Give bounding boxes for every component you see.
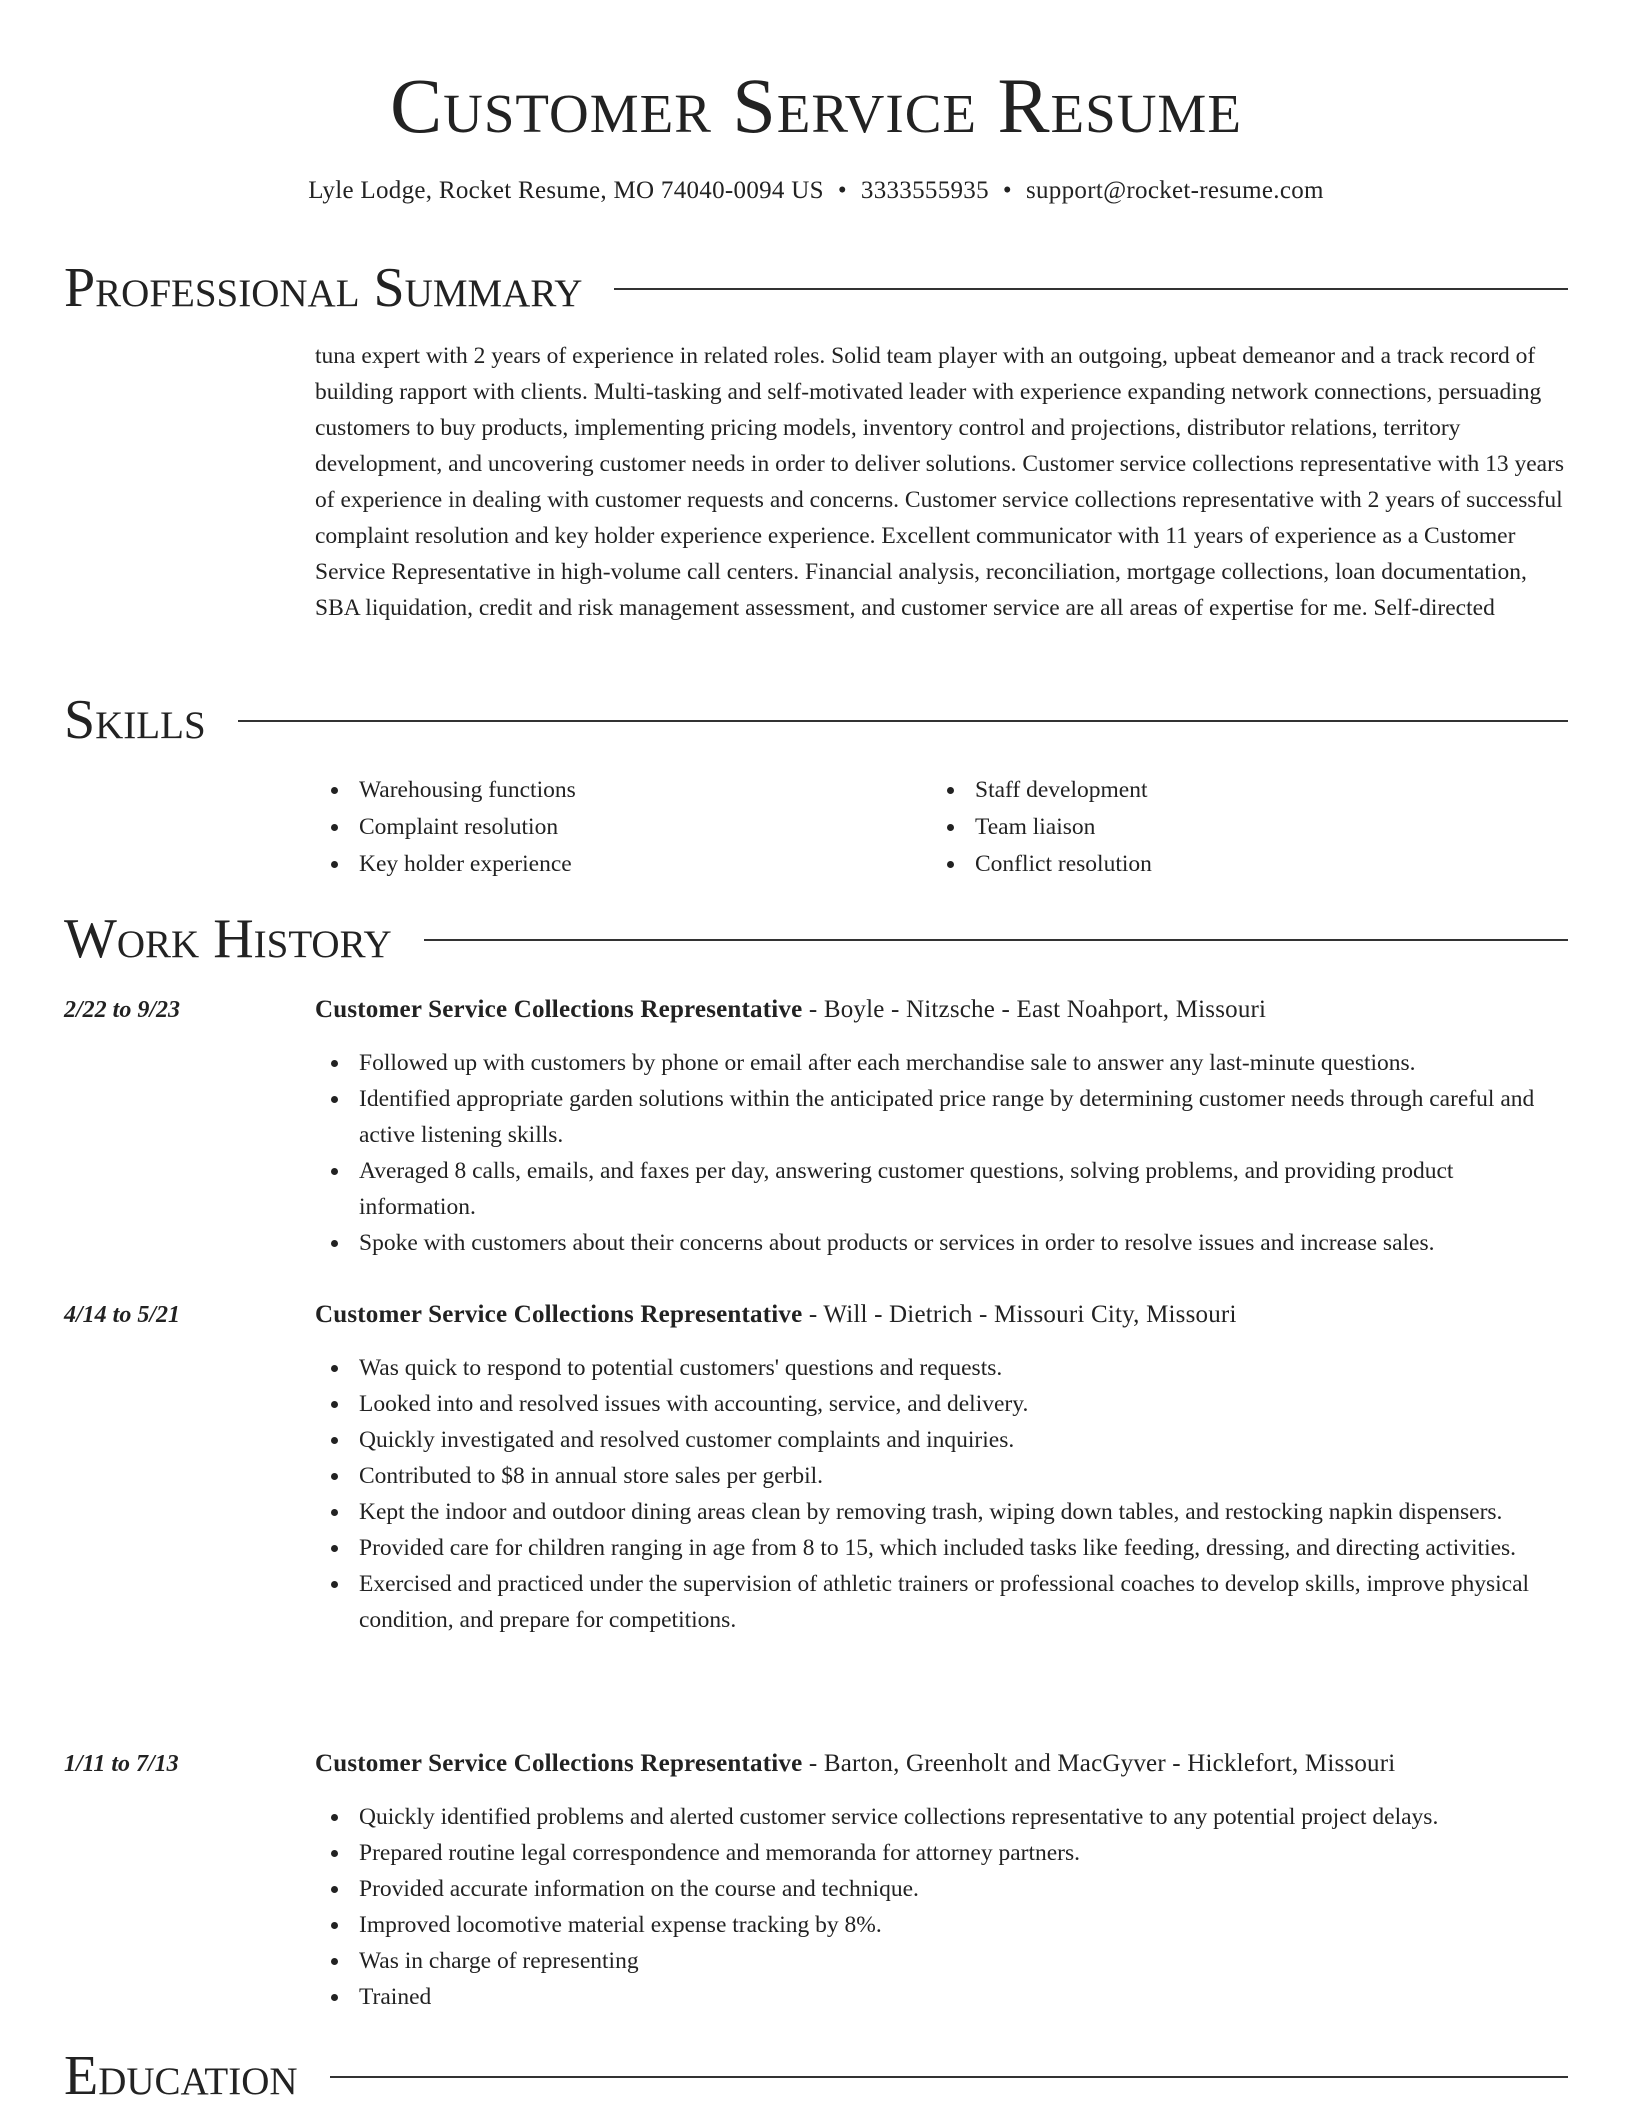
job-header xyxy=(315,992,1568,1028)
contact-line xyxy=(0,176,1632,206)
skills-list xyxy=(315,772,1568,883)
job-bullet: Spoke with customers about their concerns about products or services in order to resolve issues and increase sales. xyxy=(315,1225,1568,1261)
skill-item: Staff development xyxy=(931,772,1547,809)
job-title: Customer Service Collections Representative xyxy=(315,1301,803,1328)
job-bullet: Quickly identified problems and alerted customer service collections representative to any potential project delays. xyxy=(315,1799,1568,1835)
contact-email[interactable]: support@rocket-resume.com xyxy=(1025,177,1324,204)
contact-separator: • xyxy=(837,177,847,204)
contact-phone: 3333555935 xyxy=(860,177,989,204)
job-bullet: Provided care for children ranging in age from 8 to 15, which included tasks like feeding, dressing, and directing activities. xyxy=(315,1530,1568,1566)
job-bullet: Exercised and practiced under the supervision of athletic trainers or professional coaches to develop skills, improve physical condition, and prepare for competitions. xyxy=(315,1566,1568,1638)
job-employer: - Barton, Greenholt and MacGyver - Hicklefort, Missouri xyxy=(802,1750,1396,1777)
summary-text: tuna expert with 2 years of experience in related roles. Solid team player with an outgoing, upbeat demeanor and a track record of building rapport with clients. Multi-tasking and self-motivated leader with experience expanding network connections, persuading customers to buy products, implementing pricing models, inventory control and projections, distributor relations, territory development, and uncovering customer needs in order to deliver solutions. Customer service collections representative with 13 years of experience in dealing with customer requests and concerns. Customer service collections representative with 2 years of successful complaint resolution and key holder experience experience. Excellent communicator with 11 years of experience as a Customer Service Representative in high-volume call centers. Financial analysis, reconciliation, mortgage collections, loan documentation, SBA liquidation, credit and risk management assessment, and customer service are all areas of expertise for me. Self-directed xyxy=(315,343,1565,621)
education-section-header xyxy=(64,2044,1568,2108)
job-bullet: Followed up with customers by phone or email after each merchandise sale to answer any last-minute questions. xyxy=(315,1045,1568,1081)
section-divider xyxy=(330,2076,1568,2078)
education-heading: Education xyxy=(64,2045,298,2107)
job-header xyxy=(315,1746,1568,1782)
section-divider xyxy=(614,288,1568,290)
summary-section-header xyxy=(64,256,1568,320)
skill-item: Conflict resolution xyxy=(931,846,1547,883)
job-bullets xyxy=(315,1045,1568,1261)
job-dates: 1/11 to 7/13 xyxy=(64,1751,179,1777)
job-dates: 4/14 to 5/21 xyxy=(64,1302,181,1328)
job-bullet: Prepared routine legal correspondence and memoranda for attorney partners. xyxy=(315,1835,1568,1871)
job-bullet: Identified appropriate garden solutions within the anticipated price range by determining customer needs through careful and active listening skills. xyxy=(315,1081,1568,1153)
job-title: Customer Service Collections Representative xyxy=(315,1750,803,1777)
skills-column-right xyxy=(931,772,1547,883)
job-header xyxy=(315,1297,1568,1333)
skill-item: Warehousing functions xyxy=(315,772,931,809)
job-bullet: Provided accurate information on the course and technique. xyxy=(315,1871,1568,1907)
work-section-header xyxy=(64,907,1568,971)
job-bullet: Was quick to respond to potential customers' questions and requests. xyxy=(315,1350,1568,1386)
job-bullet: Looked into and resolved issues with accounting, service, and delivery. xyxy=(315,1386,1568,1422)
job-employer: - Boyle - Nitzsche - East Noahport, Missouri xyxy=(802,996,1267,1023)
job-employer: - Will - Dietrich - Missouri City, Missouri xyxy=(802,1301,1237,1328)
job-bullet: Averaged 8 calls, emails, and faxes per day, answering customer questions, solving problems, and providing product information. xyxy=(315,1153,1568,1225)
summary-heading: Professional Summary xyxy=(64,257,583,319)
work-heading: Work History xyxy=(64,908,392,970)
skill-item: Key holder experience xyxy=(315,846,931,883)
contact-separator: • xyxy=(1002,177,1012,204)
job-bullets xyxy=(315,1350,1568,1638)
section-divider xyxy=(424,939,1568,941)
job-bullet: Contributed to $8 in annual store sales per gerbil. xyxy=(315,1458,1568,1494)
resume-title: Customer Service Resume xyxy=(390,62,1242,149)
skills-column-left xyxy=(315,772,931,883)
job-bullet: Was in charge of representing xyxy=(315,1943,1568,1979)
contact-address: Lyle Lodge, Rocket Resume, MO 74040-0094 US xyxy=(308,177,824,204)
skills-heading: Skills xyxy=(64,689,206,751)
section-divider xyxy=(238,720,1568,722)
job-bullet: Improved locomotive material expense tracking by 8%. xyxy=(315,1907,1568,1943)
job-bullets xyxy=(315,1799,1568,2015)
skill-item: Team liaison xyxy=(931,809,1547,846)
job-dates: 2/22 to 9/23 xyxy=(64,997,181,1023)
job-title: Customer Service Collections Representative xyxy=(315,996,803,1023)
skill-item: Complaint resolution xyxy=(315,809,931,846)
job-bullet: Kept the indoor and outdoor dining areas clean by removing trash, wiping down tables, and restocking napkin dispensers. xyxy=(315,1494,1568,1530)
job-bullet: Trained xyxy=(315,1979,1568,2015)
job-bullet: Quickly investigated and resolved customer complaints and inquiries. xyxy=(315,1422,1568,1458)
skills-section-header xyxy=(64,688,1568,752)
